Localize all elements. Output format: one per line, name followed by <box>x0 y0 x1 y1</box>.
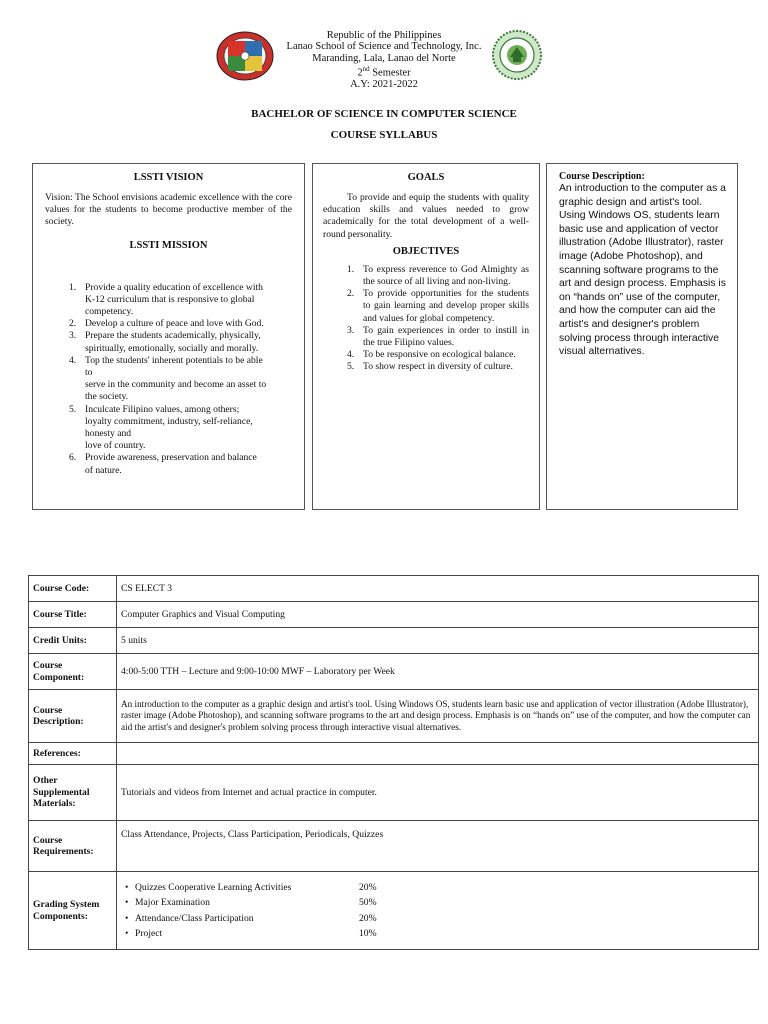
requirements-value: Class Attendance, Projects, Class Participation, Periodicals, Quizzes <box>117 821 759 872</box>
objective-item <box>323 325 529 349</box>
grading-item <box>125 911 754 926</box>
course-component-label: Course Component: <box>29 654 117 690</box>
grading-item <box>125 880 754 895</box>
credit-units-label: Credit Units: <box>29 628 117 654</box>
mission-item-line: Prepare the students academically, physically, <box>85 330 261 342</box>
objective-item <box>323 361 529 373</box>
objective-item <box>323 264 529 288</box>
school-name: Lanao School of Science and Technology, Inc. <box>286 41 482 53</box>
vision-text: Vision: The School envisions academic excellence with the core values for the students to become productive member of the society. <box>45 192 292 228</box>
grading-item-percent: 20% <box>359 882 377 894</box>
grading-item-name: Quizzes Cooperative Learning Activities <box>135 882 292 894</box>
objective-item-number: 1. <box>347 263 355 275</box>
objective-item-number: 5. <box>347 361 355 373</box>
grading-item <box>125 895 754 910</box>
grading-item-name: Major Examination <box>135 897 210 909</box>
mission-item-line: honesty and <box>85 428 132 440</box>
grading-list <box>125 880 754 941</box>
grading-item <box>125 926 754 941</box>
course-title-value: Computer Graphics and Visual Computing <box>117 602 759 628</box>
mission-heading: LSSTI MISSION <box>129 239 208 251</box>
table-row <box>29 602 759 628</box>
mission-item-line: Top the students' inherent potentials to be able <box>85 354 263 366</box>
bullet-icon: • <box>125 927 129 939</box>
course-info-table <box>28 575 759 950</box>
document-header <box>0 30 768 90</box>
mission-item-line: the society. <box>85 391 129 403</box>
mission-item-line: competency. <box>85 306 134 318</box>
objective-item-number: 2. <box>347 288 355 300</box>
mission-item <box>45 330 292 354</box>
mission-item-number: 2. <box>69 318 77 330</box>
table-row <box>29 576 759 602</box>
mission-item-line: Provide awareness, preservation and balance <box>85 452 257 464</box>
course-description-value: An introduction to the computer as a graphic design and artist's tool. Using Windows OS, students learn basic use and application of vector illustration (Adobe Illustrator), raster image (Adobe Photoshop), and scanning software programs to the art and design process. Emphasis is on “hands on” use of the computer, and how the computer can aid the artist's and designer's problem solving process through interactive visual alternatives. <box>117 690 759 743</box>
table-row <box>29 654 759 690</box>
vision-mission-box <box>32 163 305 510</box>
objective-item-text: To be responsive on ecological balance. <box>363 349 516 361</box>
academic-year: A.Y: 2021-2022 <box>350 78 418 90</box>
course-description-label: Course Description: <box>29 690 117 743</box>
course-component-value: 4:00-5:00 TTH – Lecture and 9:00-10:00 MWF – Laboratory per Week <box>117 654 759 690</box>
objective-item <box>323 288 529 325</box>
mission-item-number: 5. <box>69 403 77 415</box>
mission-item-line: Provide a quality education of excellence with <box>85 281 263 293</box>
grading-item-percent: 20% <box>359 912 377 924</box>
objective-item-text: To gain experiences in order to instill in the true Filipino values. <box>363 324 529 349</box>
mission-item <box>45 452 292 476</box>
references-label: References: <box>29 743 117 765</box>
syllabus-title: COURSE SYLLABUS <box>330 129 438 141</box>
bullet-icon: • <box>125 912 129 924</box>
grading-item-name: Attendance/Class Participation <box>135 912 254 924</box>
mission-item <box>45 318 292 330</box>
mission-item-line: Develop a culture of peace and love with God. <box>85 318 264 330</box>
requirements-label: Course Requirements: <box>29 821 117 872</box>
republic-line: Republic of the Philippines <box>326 30 442 41</box>
objectives-list <box>323 264 529 374</box>
mission-item-line: Inculcate Filipino values, among others; <box>85 403 240 415</box>
credit-units-value: 5 units <box>117 628 759 654</box>
mission-item <box>45 282 292 319</box>
grading-label: Grading System Components: <box>29 872 117 950</box>
mission-item-line: love of country. <box>85 440 146 452</box>
mission-item <box>45 404 292 453</box>
mission-item-line: K-12 curriculum that is responsive to global <box>85 293 255 305</box>
vision-heading: LSSTI VISION <box>133 172 204 183</box>
school-address: Maranding, Lala, Lanao del Norte <box>312 52 456 64</box>
mission-item-line: of nature. <box>85 464 122 476</box>
mission-item-number: 1. <box>69 281 77 293</box>
grading-value <box>117 872 759 950</box>
course-description-heading: Course Description: <box>559 171 645 182</box>
mission-list <box>45 282 292 477</box>
table-row <box>29 765 759 821</box>
mission-item-line: spiritually, emotionally, socially and morally. <box>85 342 259 354</box>
mission-item-line: serve in the community and become an asset to <box>85 379 267 391</box>
objectives-heading: OBJECTIVES <box>392 245 460 257</box>
supplemental-label: Other Supplemental Materials: <box>29 765 117 821</box>
grading-item-name: Project <box>135 927 163 939</box>
mission-item <box>45 355 292 404</box>
course-code-label: Course Code: <box>29 576 117 602</box>
bullet-icon: • <box>125 897 129 909</box>
supplemental-value: Tutorials and videos from Internet and actual practice in computer. <box>117 765 759 821</box>
course-description-box <box>546 163 738 510</box>
mission-item-number: 4. <box>69 354 77 366</box>
objective-item <box>323 349 529 361</box>
objective-item-text: To express reverence to God Almighty as the source of all living and non-living. <box>363 263 529 288</box>
mission-item-line: loyalty commitment, industry, self-reliance, <box>85 415 253 427</box>
objective-item-text: To provide opportunities for the students to gain learning and develop proper skills and values for global competency. <box>363 288 529 324</box>
goals-text: To provide and equip the students with quality education skills and values needed to grow academically for the total development of a well-round personality. <box>323 192 529 240</box>
mission-item-line: to <box>85 367 93 379</box>
course-title-label: Course Title: <box>29 602 117 628</box>
course-description-text: An introduction to the computer as a graphic design and artist's tool. Using Windows OS, students learn basic use and application of vector illustration (Adobe Illustrator), raster image (Adobe Photoshop), and scanning software programs to the art and design process. Emphasis is on “hands on” use of the computer, and how the computer can aid the artist's and designer's problem solving process through interactive visual alternatives. <box>559 183 726 358</box>
grading-item-percent: 10% <box>359 927 377 939</box>
objective-item-number: 4. <box>347 349 355 361</box>
objective-item-number: 3. <box>347 324 355 336</box>
mission-item-number: 3. <box>69 330 77 342</box>
semester-line: 2nd Semester <box>357 64 411 79</box>
table-row <box>29 690 759 743</box>
bullet-icon: • <box>125 882 129 894</box>
course-code-value: CS ELECT 3 <box>117 576 759 602</box>
grading-item-percent: 50% <box>359 897 377 909</box>
objective-item-text: To show respect in diversity of culture. <box>363 361 513 373</box>
table-row <box>29 743 759 765</box>
goals-heading: GOALS <box>407 172 445 183</box>
table-row <box>29 821 759 872</box>
program-title: BACHELOR OF SCIENCE IN COMPUTER SCIENCE <box>251 108 517 120</box>
goals-objectives-box <box>312 163 540 510</box>
table-row <box>29 872 759 950</box>
mission-item-number: 6. <box>69 452 77 464</box>
references-value <box>117 743 759 765</box>
table-row <box>29 628 759 654</box>
